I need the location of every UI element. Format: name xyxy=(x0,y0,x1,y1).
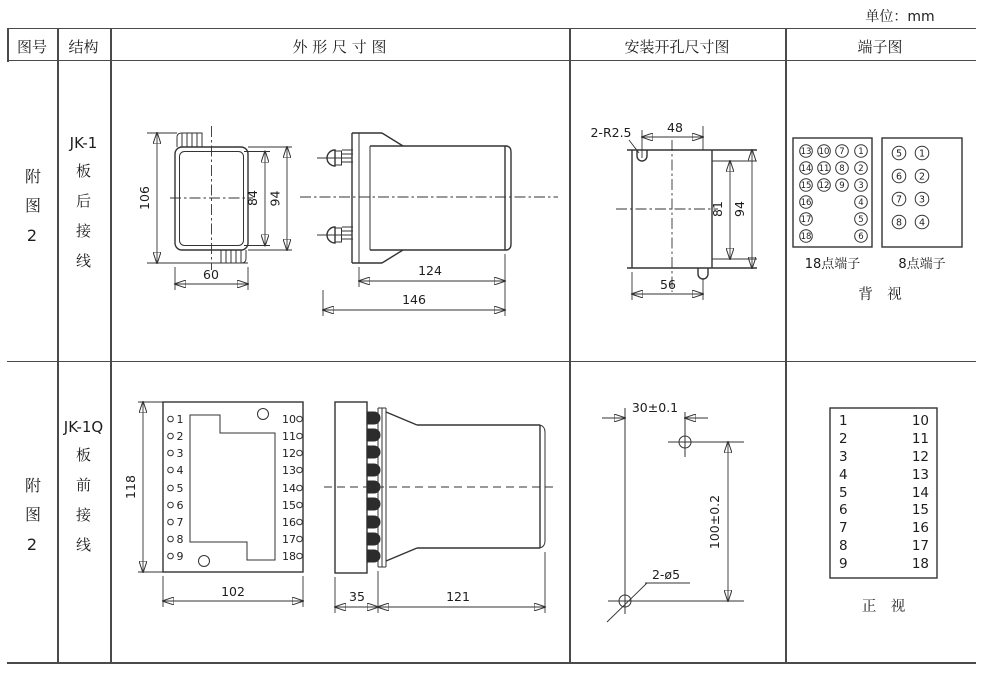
terminal-number: 8 xyxy=(895,217,903,229)
row2-front-view-drawing xyxy=(123,402,303,607)
row1-wiring: 板后接线 xyxy=(74,163,92,283)
terminal-number: 13 xyxy=(282,464,296,477)
dim-row2-panel-depth: 35 xyxy=(349,589,365,604)
terminal-number: 6 xyxy=(839,502,848,518)
terminal-number: 14 xyxy=(282,482,296,495)
dim-row2-hole-span-x: 30±0.1 xyxy=(631,400,679,415)
terminal-number: 3 xyxy=(918,194,926,206)
terminal-number: 3 xyxy=(176,447,184,460)
terminal-number: 15 xyxy=(800,181,812,191)
terminal-number: 2 xyxy=(839,431,848,447)
row2-fig-no-text: 附图2 xyxy=(22,477,42,567)
terminal-number: 8 xyxy=(839,538,848,554)
terminal-number: 1 xyxy=(176,413,184,426)
terminal-number: 4 xyxy=(839,467,848,483)
terminal-number: 4 xyxy=(918,217,926,229)
header-mounting: 安装开孔尺寸图 xyxy=(624,38,730,56)
terminal-number: 1 xyxy=(858,147,864,157)
header-fig-no: 图号 xyxy=(16,38,47,56)
terminal-number: 1 xyxy=(918,148,926,160)
terminal-number: 18 xyxy=(800,232,812,242)
terminal-number: 15 xyxy=(282,499,296,512)
terminal-number: 9 xyxy=(176,550,184,563)
terminal18-caption: 18点端子 xyxy=(804,257,861,272)
terminal-number: 3 xyxy=(858,181,864,191)
header-terminal: 端子图 xyxy=(857,38,903,56)
dim-row1-body-depth: 124 xyxy=(418,263,442,278)
terminal-number: 13 xyxy=(800,147,812,157)
terminal-number: 10 xyxy=(818,147,830,157)
terminal-number: 14 xyxy=(911,485,929,501)
terminal-number: 5 xyxy=(839,485,848,501)
terminal-number: 11 xyxy=(282,430,296,443)
dim-row2-hole-span-y: 100±0.2 xyxy=(707,494,722,550)
row1-fig-no-text: 附图2 xyxy=(22,168,42,258)
dim-row1-slot-span: 48 xyxy=(667,120,683,135)
terminal-number: 12 xyxy=(818,181,830,191)
dim-row1-mount-outer-height: 94 xyxy=(732,201,747,217)
terminal-number: 13 xyxy=(911,467,929,483)
terminal-number: 7 xyxy=(839,147,845,157)
row1-terminal8-diagram xyxy=(882,138,962,247)
row2-terminal-list-diagram xyxy=(830,408,937,578)
terminal-number: 1 xyxy=(839,413,848,429)
terminal-number: 17 xyxy=(282,533,296,546)
terminal-number: 16 xyxy=(911,520,929,536)
terminal-number: 16 xyxy=(800,198,812,208)
terminal-number: 10 xyxy=(282,413,296,426)
row2-mounting-drawing xyxy=(602,400,744,622)
row1-model: JK-1 xyxy=(69,134,98,152)
dim-row2-width: 102 xyxy=(221,584,245,599)
row2-wiring: 板前接线 xyxy=(74,447,92,567)
terminal-number: 7 xyxy=(176,516,184,529)
row1-side-view-drawing xyxy=(300,133,558,316)
dim-row1-mount-width: 56 xyxy=(660,277,676,292)
terminal-number: 8 xyxy=(839,164,845,174)
terminal-number: 5 xyxy=(858,215,864,225)
terminal-number: 4 xyxy=(858,198,864,208)
terminal-number: 12 xyxy=(911,449,929,465)
header-structure: 结构 xyxy=(68,38,99,56)
row2-model: JK-1Q xyxy=(63,418,104,436)
terminal-number: 11 xyxy=(911,431,929,447)
terminal-number: 9 xyxy=(839,181,845,191)
terminal-number: 2 xyxy=(176,430,184,443)
terminal-number: 16 xyxy=(282,516,296,529)
terminal-number: 17 xyxy=(800,215,812,225)
dim-row1-total-height: 106 xyxy=(137,186,152,210)
terminal-number: 8 xyxy=(176,533,184,546)
terminal-number: 12 xyxy=(282,447,296,460)
dim-row1-mount-inner-height: 81 xyxy=(710,201,725,217)
terminal-number: 3 xyxy=(839,449,848,465)
terminal-number: 5 xyxy=(895,148,903,160)
terminal-number: 15 xyxy=(911,502,929,518)
terminal-number: 7 xyxy=(895,194,903,206)
row1-mounting-drawing xyxy=(590,120,757,300)
terminal-number: 6 xyxy=(858,232,864,242)
row2-view-label: 正 视 xyxy=(861,599,906,615)
terminal-number: 18 xyxy=(911,556,929,572)
row2-side-view-drawing xyxy=(324,402,558,613)
dim-row2-hole-dia: 2-ø5 xyxy=(651,567,681,582)
terminal-number: 6 xyxy=(895,171,903,183)
header-outline: 外 形 尺 寸 图 xyxy=(292,38,387,56)
dim-row1-total-depth: 146 xyxy=(402,292,426,307)
row1-front-view-drawing xyxy=(137,126,292,290)
terminal-number: 18 xyxy=(282,550,296,563)
row1-view-label: 背 视 xyxy=(858,287,902,303)
terminal-number: 14 xyxy=(800,164,812,174)
dim-row2-body-depth: 121 xyxy=(446,589,470,604)
dim-row1-width: 60 xyxy=(203,267,219,282)
terminal-number: 2 xyxy=(918,171,926,183)
terminal-number: 2 xyxy=(858,164,864,174)
dim-row1-outer-height: 94 xyxy=(267,190,283,207)
dim-row1-slot-radius: 2-R2.5 xyxy=(590,125,632,140)
unit-label: 单位：mm xyxy=(865,9,935,25)
dim-row1-inner-height: 84 xyxy=(245,190,260,206)
terminal-number: 9 xyxy=(839,556,848,572)
dim-row2-height: 118 xyxy=(123,475,138,499)
terminal-number: 5 xyxy=(176,482,184,495)
terminal-number: 11 xyxy=(818,164,830,174)
terminal-number: 10 xyxy=(911,413,929,429)
terminal8-caption: 8点端子 xyxy=(898,257,946,272)
row1-terminal18-diagram xyxy=(793,138,872,247)
terminal-number: 6 xyxy=(176,499,184,512)
terminal-number: 4 xyxy=(176,464,184,477)
terminal-number: 17 xyxy=(911,538,929,554)
terminal-number: 7 xyxy=(839,520,848,536)
